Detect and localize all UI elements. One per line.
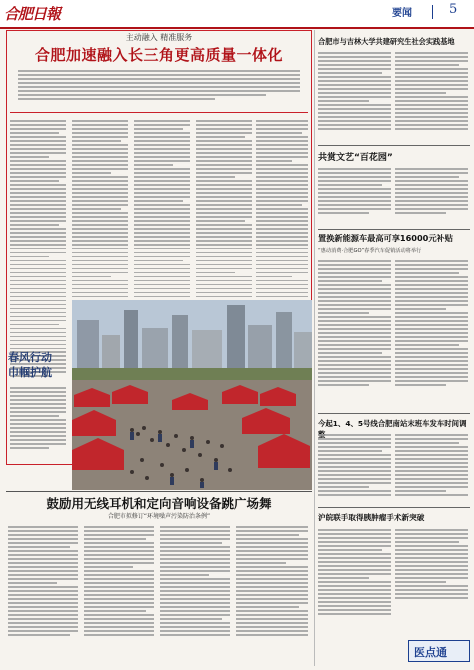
section-name: 要闻 xyxy=(392,8,412,19)
right-rule-3 xyxy=(318,413,470,414)
newspaper-logo: 合肥日報 xyxy=(4,5,61,23)
right-column-divider xyxy=(314,30,315,666)
photo-sidebar-title xyxy=(8,350,68,380)
bottom-body-column-3 xyxy=(160,524,230,638)
lead-summary-rule xyxy=(10,112,308,113)
bottom-subheadline: 合肥市拟修订“环境噪声污染防治条例” xyxy=(107,513,211,520)
page-number: 5 xyxy=(449,2,458,17)
right-rule-2 xyxy=(318,229,470,230)
bottom-headline: 鼓励用无线耳机和定向音响设备跳广场舞 xyxy=(46,496,272,511)
market-photo-graphic xyxy=(72,300,312,490)
lead-body-column-1 xyxy=(10,118,66,379)
lead-body-column-3 xyxy=(134,118,190,312)
right-item-3-body xyxy=(318,258,468,388)
lead-body-column-5 xyxy=(256,118,308,312)
lead-headline: 合肥加速融入长三角更高质量一体化 xyxy=(34,46,283,64)
lead-summary xyxy=(18,68,300,102)
bottom-article-rule xyxy=(6,491,312,492)
right-item-3-subtitle: “惠动消费·合肥GO”春季汽车促销活动将举行 xyxy=(318,248,422,254)
bottom-body-column-4 xyxy=(236,524,308,638)
right-item-4-title: 今起1、4、5号线合肥南站末班车发车时间调 xyxy=(318,419,467,428)
right-item-1-body xyxy=(318,50,468,132)
lead-body-column-2 xyxy=(72,118,128,312)
bottom-body-column-2 xyxy=(84,524,154,638)
lead-body-column-4 xyxy=(196,118,252,312)
photo-sidebar-title-line-2: 巾帼护航 xyxy=(8,366,52,379)
photo-sidebar-caption xyxy=(10,385,66,451)
right-item-2-title: 共赏文艺“百花园” xyxy=(318,153,393,163)
masthead xyxy=(0,0,474,29)
right-rule-1 xyxy=(318,145,470,146)
right-item-4-body xyxy=(318,432,468,498)
lead-kicker: 主动融入 精准服务 xyxy=(125,33,193,42)
footer-brand: 医点通 xyxy=(414,646,447,659)
right-item-5-body xyxy=(318,527,468,617)
right-item-3-title: 置换新能源车最高可享16000元补贴 xyxy=(318,233,453,243)
right-rule-4 xyxy=(318,507,470,508)
right-item-2-body xyxy=(318,166,468,216)
bottom-body-column-1 xyxy=(8,524,78,638)
section-divider xyxy=(432,5,433,19)
photo-sidebar-title-line-1: 春风行动 xyxy=(8,351,52,364)
market-photo xyxy=(72,300,312,490)
right-item-5-title: 沪皖联手取得胰肿瘤手术新突破 xyxy=(318,513,425,522)
right-item-1-title: 合肥市与吉林大学共建研究生社会实践基地 xyxy=(318,37,455,46)
